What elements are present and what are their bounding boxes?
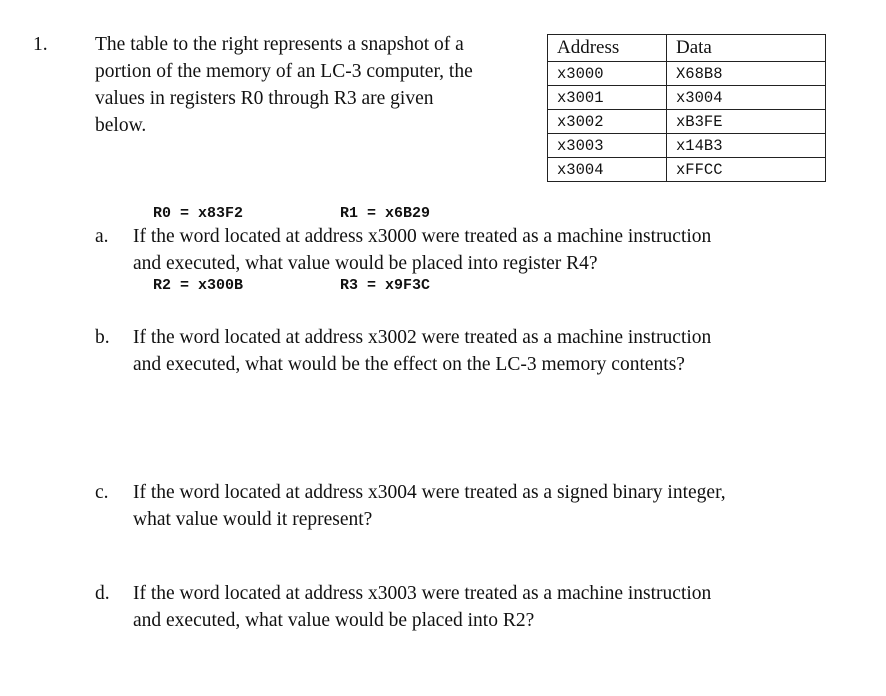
- intro-line: below.: [95, 115, 147, 136]
- data-cell: xFFCC: [667, 158, 826, 182]
- register-r1: R1 = x6B29: [340, 205, 431, 222]
- address-cell: x3002: [548, 110, 667, 134]
- address-cell: x3004: [548, 158, 667, 182]
- part-line: If the word located at address x3000 were treated as a machine instruction: [133, 226, 712, 247]
- header-address: Address: [548, 35, 667, 62]
- header-data: Data: [667, 35, 826, 62]
- part-line: and executed, what value would be placed into register R4?: [133, 253, 598, 274]
- data-cell: xB3FE: [667, 110, 826, 134]
- part-line: what value would it represent?: [133, 509, 373, 530]
- data-cell: x14B3: [667, 134, 826, 158]
- table-row: [548, 86, 826, 110]
- address-cell: x3001: [548, 86, 667, 110]
- part-letter: a.: [95, 226, 109, 247]
- table-row: [548, 62, 826, 86]
- part-letter: c.: [95, 482, 109, 503]
- question-intro: [95, 31, 535, 139]
- part-line: If the word located at address x3004 were treated as a signed binary integer,: [133, 482, 726, 503]
- intro-line: portion of the memory of an LC-3 computer, the: [95, 61, 473, 82]
- register-r0: R0 = x83F2: [153, 205, 244, 222]
- table-row: [548, 110, 826, 134]
- question-number: 1.: [33, 34, 48, 55]
- part-letter: d.: [95, 583, 110, 604]
- part-text: [133, 580, 853, 634]
- data-cell: x3004: [667, 86, 826, 110]
- part-text: [133, 223, 853, 277]
- part-line: If the word located at address x3002 were treated as a machine instruction: [133, 327, 712, 348]
- address-cell: x3000: [548, 62, 667, 86]
- intro-line: The table to the right represents a snapshot of a: [95, 34, 464, 55]
- register-r2: R2 = x300B: [153, 277, 244, 294]
- register-r3: R3 = x9F3C: [340, 277, 431, 294]
- memory-table-header: [548, 35, 826, 62]
- address-cell: x3003: [548, 134, 667, 158]
- table-row: [548, 134, 826, 158]
- data-cell: X68B8: [667, 62, 826, 86]
- memory-table: [547, 34, 826, 182]
- part-text: [133, 324, 853, 378]
- part-letter: b.: [95, 327, 110, 348]
- intro-line: values in registers R0 through R3 are given: [95, 88, 434, 109]
- part-line: If the word located at address x3003 were treated as a machine instruction: [133, 583, 712, 604]
- table-row: [548, 158, 826, 182]
- part-text: [133, 479, 853, 533]
- part-line: and executed, what value would be placed into R2?: [133, 610, 535, 631]
- part-line: and executed, what would be the effect on the LC-3 memory contents?: [133, 354, 685, 375]
